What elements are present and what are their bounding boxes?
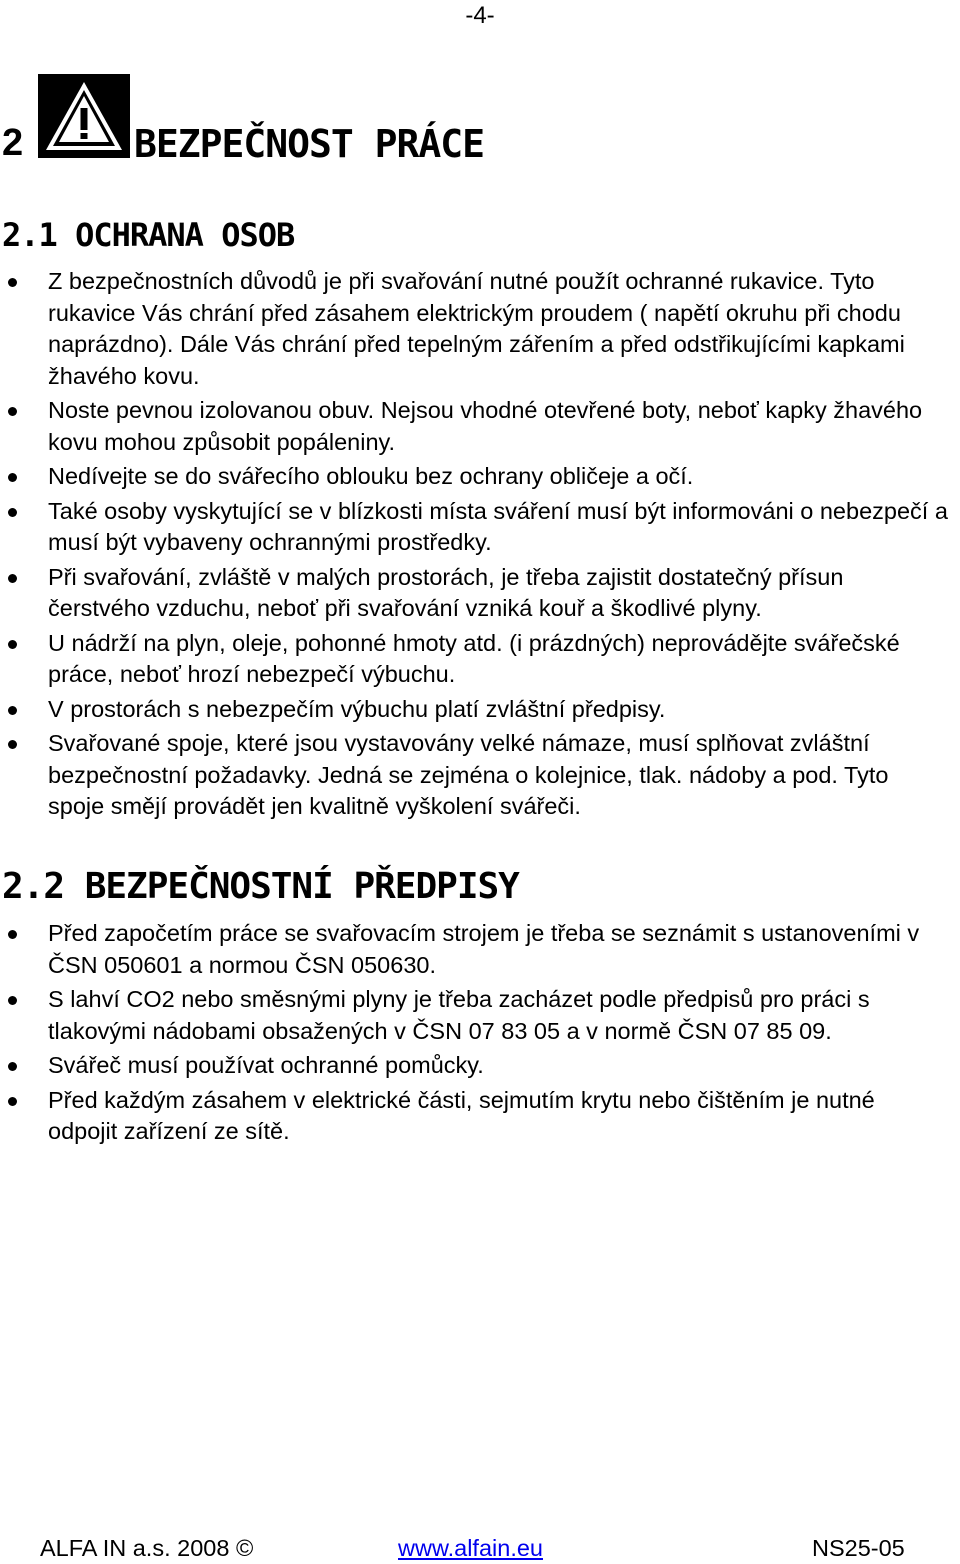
list-item xyxy=(0,562,950,625)
list-item-text: Noste pevnou izolovanou obuv. Nejsou vhodné otevřené boty, neboť kapky žhavého kovu mohou způsobit popáleniny. xyxy=(48,397,923,455)
list-item xyxy=(0,628,950,691)
footer-document-code: NS25-05 xyxy=(812,1535,905,1561)
bullet-icon xyxy=(8,407,17,416)
bullet-icon xyxy=(8,740,17,749)
list-item-text: S lahví CO2 nebo směsnými plyny je třeba zacházet podle předpisů pro práci s tlakovými nádobami obsažených v ČSN 07 83 05 a v normě ČSN 07 85 09. xyxy=(48,986,870,1044)
footer-company: ALFA IN a.s. 2008 © xyxy=(40,1535,254,1561)
bullet-list-bezpecnostni-predpisy xyxy=(0,918,950,1151)
bullet-icon xyxy=(8,930,17,939)
list-item xyxy=(0,918,950,981)
bullet-icon xyxy=(8,1097,17,1106)
list-item-text: Z bezpečnostních důvodů je při svařování nutné použít ochranné rukavice. Tyto rukavice Vás chrání před zásahem elektrickým proudem ( napětí okruhu při chodu naprázdno). Dále Vás chrání před tepelným zářením a před odstřikujícími kapkami žhavého kovu. xyxy=(48,268,905,389)
list-item xyxy=(0,1050,950,1082)
section-heading-ochrana-osob: 2.1 OCHRANA OSOB xyxy=(2,216,295,254)
list-item xyxy=(0,461,950,493)
chapter-number: 2 xyxy=(2,122,25,164)
list-item-text: Svářeč musí používat ochranné pomůcky. xyxy=(48,1052,484,1078)
bullet-icon xyxy=(8,1062,17,1071)
list-item xyxy=(0,496,950,559)
bullet-icon xyxy=(8,574,17,583)
list-item-text: Nedívejte se do svářecího oblouku bez ochrany obličeje a očí. xyxy=(48,463,694,489)
list-item xyxy=(0,1085,950,1148)
list-item xyxy=(0,395,950,458)
bullet-icon xyxy=(8,996,17,1005)
list-item-text: Před započetím práce se svařovacím strojem je třeba se seznámit s ustanoveními v ČSN 050601 a normou ČSN 050630. xyxy=(48,920,920,978)
list-item xyxy=(0,266,950,392)
warning-triangle-icon xyxy=(38,74,130,158)
list-item-text: Před každým zásahem v elektrické části, sejmutím krytu nebo čištěním je nutné odpojit zařízení ze sítě. xyxy=(48,1086,875,1144)
list-item-text: V prostorách s nebezpečím výbuchu platí zvláštní předpisy. xyxy=(48,695,666,722)
list-item-text: U nádrží na plyn, oleje, pohonné hmoty atd. (i prázdných) neprovádějte svářečské práce, neboť hrozí nebezpečí výbuchu. xyxy=(48,629,900,687)
bullet-icon xyxy=(8,508,17,517)
bullet-icon xyxy=(8,278,17,287)
section-heading-bezpecnostni-predpisy: 2.2 BEZPEČNOSTNÍ PŘEDPISY xyxy=(2,866,519,907)
list-item-text: Svařované spoje, které jsou vystavovány velké námaze, musí splňovat zvláštní bezpečnostní požadavky. Jedná se zejména o kolejnice, tlak. nádoby a pod. Tyto spoje smějí provádět jen kvalitně vyškolení svářeči. xyxy=(48,730,889,819)
bullet-icon xyxy=(8,473,17,482)
list-item xyxy=(0,728,950,823)
list-item-text: Při svařování, zvláště v malých prostorách, je třeba zajistit dostatečný přísun čerstvého vzduchu, neboť při svařování vzniká kouř a škodlivé plyny. xyxy=(48,563,844,621)
list-item-text: Také osoby vyskytující se v blízkosti místa sváření musí být informováni o nebezpečí a musí být vybaveny ochrannými prostředky. xyxy=(48,497,948,555)
chapter-title: BEZPEČNOST PRÁCE xyxy=(134,122,485,166)
list-item xyxy=(0,694,950,726)
list-item xyxy=(0,984,950,1047)
bullet-icon xyxy=(8,640,17,649)
bullet-icon xyxy=(8,706,17,715)
page-number: -4- xyxy=(465,2,495,29)
footer-website-link[interactable]: www.alfain.eu xyxy=(398,1535,543,1561)
bullet-list-ochrana-osob xyxy=(0,266,950,826)
